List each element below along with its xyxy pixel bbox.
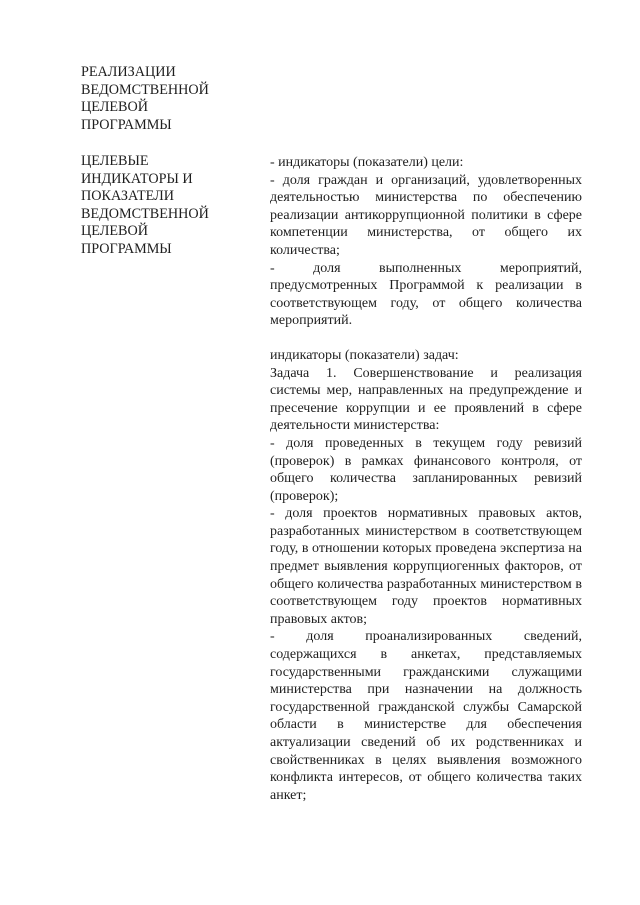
left-block-implementation	[81, 64, 231, 134]
left-line: ВЕДОМСТВЕННОЙ	[81, 81, 209, 98]
goal-indicator-item: - доля выполненных мероприятий, предусмотренных Программой к реализации в соответствующем году, от общего количества мероприятий.	[270, 260, 582, 329]
left-block-indicators	[81, 153, 231, 258]
left-line: ПРОГРАММЫ	[81, 116, 172, 133]
task-indicator-item: - доля проектов нормативных правовых актов, разработанных министерством в соответствующем году, в отношении которых проведена экспертиза на предмет выявления коррупциогенных факторов, от общего количества разработанных министерством в соответствующем году проектов нормативных правовых актов;	[270, 506, 582, 627]
right-column	[270, 154, 582, 804]
left-line: РЕАЛИЗАЦИИ	[81, 64, 176, 80]
goal-indicators-heading: - индикаторы (показатели) цели:	[270, 155, 464, 170]
task-indicator-item: - доля проведенных в текущем году ревизий (проверок) в рамках финансового контроля, от общего количества запланированных ревизий (проверок);	[270, 435, 582, 504]
task-indicators-heading: индикаторы (показатели) задач:	[270, 347, 459, 363]
left-line: ИНДИКАТОРЫ И	[81, 170, 193, 187]
left-line: ПРОГРАММЫ	[81, 240, 172, 257]
paragraph-gap	[270, 330, 582, 347]
left-line: ЦЕЛЕВОЙ	[81, 223, 148, 239]
left-column	[81, 64, 231, 258]
task-description: Задача 1. Совершенствование и реализация системы мер, направленных на предупреждение и пресечение коррупции и ее проявлений в сфере деятельности министерства:	[270, 365, 582, 434]
left-line: ЦЕЛЕВОЙ	[81, 99, 148, 115]
goal-indicator-item: - доля граждан и организаций, удовлетворенных деятельностью министерства по обеспечению реализации антикоррупционной политики в сфере компетенции министерства, от общего их количества;	[270, 172, 582, 258]
left-line: ВЕДОМСТВЕННОЙ	[81, 205, 209, 222]
left-line: ЦЕЛЕВЫЕ	[81, 153, 149, 169]
task-indicator-item: - доля проанализированных сведений, содержащихся в анкетах, представляемых государственными гражданскими служащими министерства при назначении на должность государственной гражданской службы Самарской области в министерстве для обеспечения актуализации сведений об их родственниках и свойственниках в целях выявления возможного конфликта интересов, от общего количества таких анкет;	[270, 629, 582, 803]
left-line: ПОКАЗАТЕЛИ	[81, 188, 174, 204]
